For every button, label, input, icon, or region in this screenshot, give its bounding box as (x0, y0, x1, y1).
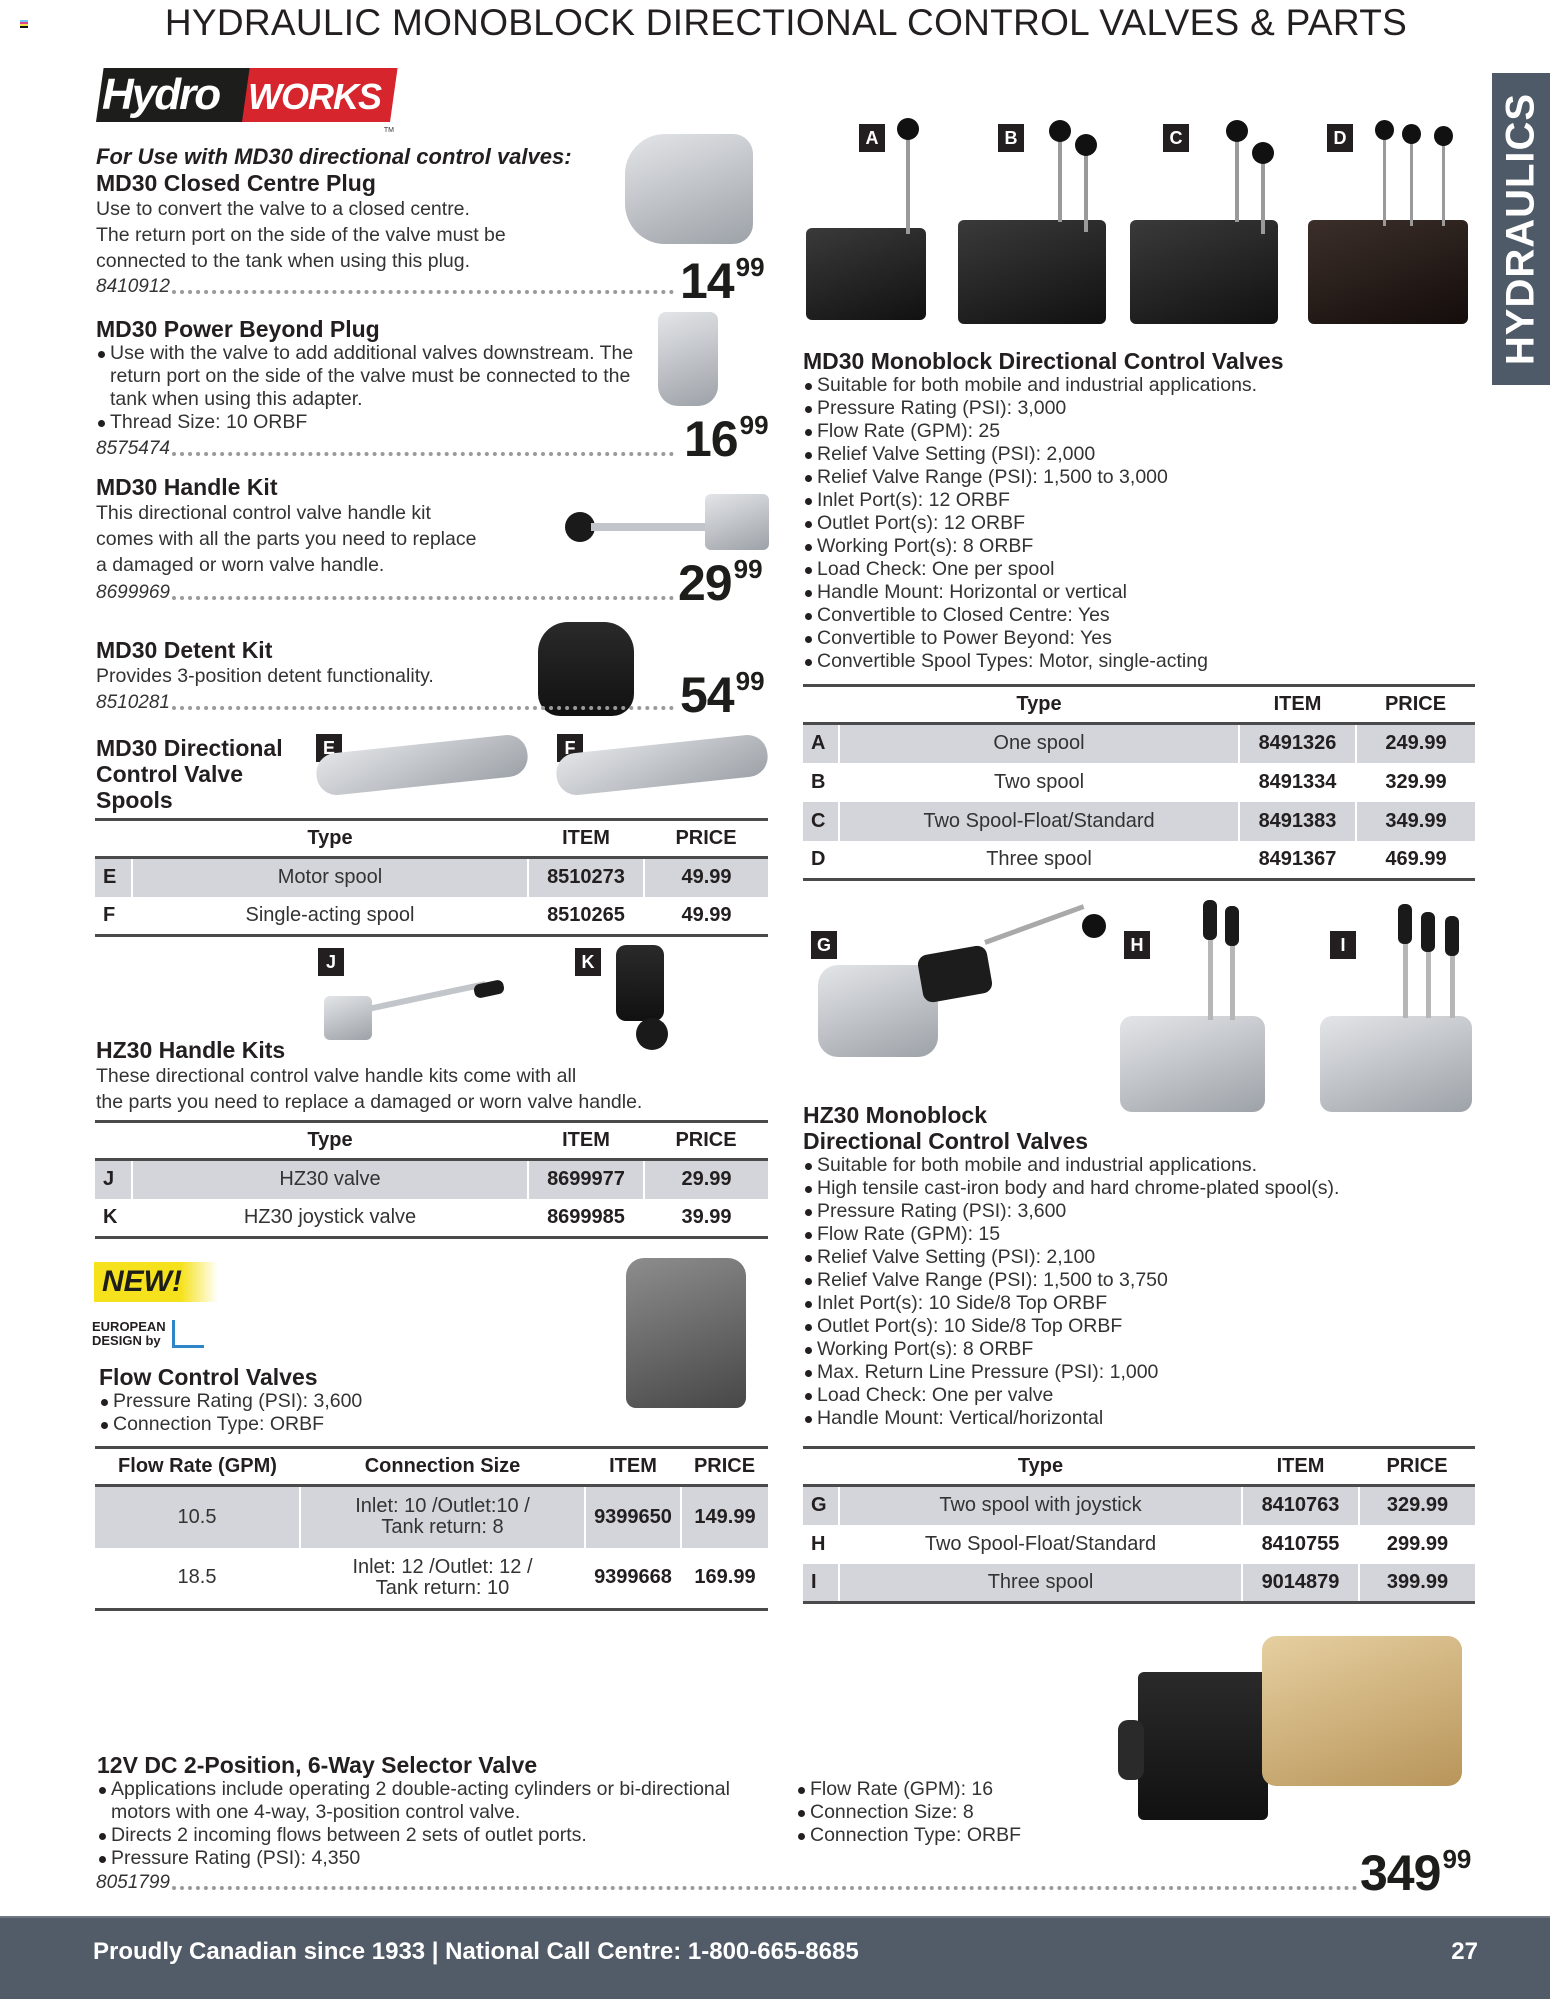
table-row: 18.5 Inlet: 12 /Outlet: 12 / Tank return: 10 9399668 169.99 (95, 1548, 768, 1610)
page-number: 27 (1451, 1938, 1478, 1965)
three-spool-hz30-image (1320, 1016, 1472, 1112)
price: 34999 (1360, 1844, 1472, 1901)
image-label-c: C (1163, 124, 1189, 152)
two-spool-float-hz30-image (1120, 1016, 1265, 1112)
selector-valve-info: 12V DC 2-Position, 6-Way Selector Valve Applications include operating 2 double-acting cylinders or bi-directional motors with one 4-way, 3-position control valve. Directs 2 incoming flows between 2 sets of outlet ports. Pressure Rating (PSI): 4,350 (97, 1752, 787, 1870)
table-row: B Two spool 8491334 329.99 (803, 763, 1475, 802)
leader-dots (172, 1886, 1358, 1890)
section-tab-label: HYDRAULICS (1498, 92, 1543, 366)
footer-tagline: Proudly Canadian since 1933 | National Call Centre: 1-800-665-8685 (93, 1938, 859, 1965)
price: 1499 (680, 252, 765, 309)
table-row: H Two Spool-Float/Standard 8410755 299.99 (803, 1525, 1475, 1564)
hz30-monoblock-info: HZ30 Monoblock Directional Control Valves Suitable for both mobile and industrial applications. High tensile cast-iron body and hard chrome-plated spool(s). Pressure Rating (PSI): 3,600 Flow Rate (GPM): 15 Relief Valve Setting (PSI): 2,100 Relief Valve Range (PSI): 1,500 to 3,750 Inlet Port(s): 10 Side/8 Top ORBF Outlet Port(s): 10 Side/8 Top ORBF Working Port(s): 8 ORBF Max. Return Line Pressure (PSI): 1,000 Load Check: One per valve Handle Mount: Vertical/horizontal (803, 1102, 1483, 1430)
product-title: MD30 Closed Centre Plug (96, 170, 376, 196)
table-row: C Two Spool-Float/Standard 8491383 349.99 (803, 802, 1475, 841)
hz30-handle-kits-table: Type ITEM PRICE J HZ30 valve 8699977 29.99 K HZ30 joystick valve 8699985 39.99 (95, 1120, 768, 1239)
price: 1699 (684, 410, 769, 467)
table-row: J HZ30 valve 8699977 29.99 (95, 1160, 768, 1199)
table-row: D Three spool 8491367 469.99 (803, 841, 1475, 880)
image-label-k: K (575, 948, 601, 976)
two-spool-float-valve-image (1130, 220, 1278, 324)
product-handle-kit: MD30 Handle Kit This directional control valve handle kit comes with all the parts you need to replace a damaged or worn valve handle. (96, 474, 596, 578)
selector-valve-solenoid-image (1138, 1672, 1268, 1820)
two-spool-valve-image (958, 220, 1106, 324)
sku-line (96, 276, 678, 298)
bb-logo-icon (172, 1320, 204, 1348)
price: 5499 (680, 666, 765, 723)
product-title: MD30 Detent Kit (96, 637, 273, 663)
single-acting-spool-image (554, 733, 769, 797)
table-row: F Single-acting spool 8510265 49.99 (95, 897, 768, 936)
new-badge: NEW! (94, 1262, 218, 1302)
price: 2999 (678, 554, 763, 611)
leader-dots (172, 290, 674, 294)
sku: 8410912 (96, 276, 170, 297)
footer (0, 1916, 1550, 1999)
table-row: I Three spool 9014879 399.99 (803, 1564, 1475, 1603)
leader-dots (172, 596, 674, 600)
closed-centre-plug-image (625, 134, 753, 244)
sku-line (96, 1872, 1362, 1894)
table-row: 10.5 Inlet: 10 /Outlet:10 / Tank return: 8 9399650 149.99 (95, 1486, 768, 1548)
sku: 8051799 (96, 1872, 170, 1893)
hz30-monoblock-table: Type ITEM PRICE G Two spool with joystick 8410763 329.99 H Two Spool-Float/Standard 8410755 299.99 I Three spool 9014879 399.99 (803, 1446, 1475, 1604)
product-closed-centre-plug: For Use with MD30 directional control valves: MD30 Closed Centre Plug Use to convert the valve to a closed centre. The return port on the side of the valve must be connected to the tank when using this plug. (96, 144, 636, 274)
image-label-j: J (318, 948, 344, 976)
table-row: A One spool 8491326 249.99 (803, 724, 1475, 763)
sku-line (96, 582, 678, 604)
selector-valve-body-image (1262, 1636, 1462, 1786)
flow-control-info: Flow Control Valves Pressure Rating (PSI): 3,600 Connection Type: ORBF (99, 1364, 599, 1436)
page-title: HYDRAULIC MONOBLOCK DIRECTIONAL CONTROL VALVES & PARTS (164, 2, 1408, 43)
product-detent-kit: MD30 Detent Kit Provides 3-position detent functionality. (96, 637, 596, 689)
image-label-a: A (859, 124, 885, 152)
sku: 8575474 (96, 438, 170, 459)
leader-dots (172, 452, 674, 456)
md30-monoblock-info: MD30 Monoblock Directional Control Valves Suitable for both mobile and industrial applications. Pressure Rating (PSI): 3,000 Flow Rate (GPM): 25 Relief Valve Setting (PSI): 2,000 Relief Valve Range (PSI): 1,500 to 3,000 Inlet Port(s): 12 ORBF Outlet Port(s): 12 ORBF Working Port(s): 8 ORBF Load Check: One per spool Handle Mount: Horizontal or vertical Convertible to Closed Centre: Yes Convertible to Power Beyond: Yes Convertible Spool Types: Motor, single-acting (803, 348, 1483, 673)
table-row: G Two spool with joystick 8410763 329.99 (803, 1486, 1475, 1525)
hydroworks-logo: Hydro WORKS TM (96, 68, 392, 122)
sku-line (96, 438, 678, 460)
flow-control-valve-image (626, 1258, 746, 1408)
sku-line (96, 692, 678, 714)
spools-table: Type ITEM PRICE E Motor spool 8510273 49.99 F Single-acting spool 8510265 49.99 (95, 818, 768, 937)
three-spool-valve-image (1308, 220, 1468, 324)
table-row: K HZ30 joystick valve 8699985 39.99 (95, 1199, 768, 1238)
flow-control-table: Flow Rate (GPM) Connection Size ITEM PRICE 10.5 Inlet: 10 /Outlet:10 / Tank return: 8 9399650 149.99 18.5 Inlet: 12 /Outlet: 12 / Tank return: 10 9399668 169.99 (95, 1446, 768, 1611)
image-label-f: F (557, 734, 583, 762)
hz30-handle-kits-info: HZ30 Handle Kits These directional control valve handle kits come with all the parts you need to replace a damaged or worn valve handle. (96, 1037, 643, 1113)
image-label-e: E (316, 734, 342, 762)
one-spool-valve-image (806, 228, 926, 320)
md30-monoblock-table: Type ITEM PRICE A One spool 8491326 249.99 B Two spool 8491334 329.99 C Two Spool-Float/Standard 8491383 349.99 D Three spool 8491367 469.99 (803, 684, 1475, 881)
image-label-h: H (1124, 931, 1150, 959)
european-design-label: EUROPEAN DESIGN by (92, 1319, 166, 1348)
sku: 8699969 (96, 582, 170, 603)
image-label-g: G (811, 931, 837, 959)
product-title: MD30 Handle Kit (96, 474, 278, 500)
leader-dots (172, 706, 674, 710)
table-row: E Motor spool 8510273 49.99 (95, 858, 768, 897)
image-label-i: I (1330, 931, 1356, 959)
image-label-b: B (998, 124, 1024, 152)
intro-heading: For Use with MD30 directional control valves: (96, 144, 572, 169)
hz30-joystick-kit-image (616, 945, 664, 1021)
sku: 8510281 (96, 692, 170, 713)
image-label-d: D (1327, 124, 1353, 152)
power-beyond-plug-image (658, 312, 718, 406)
product-power-beyond-plug: MD30 Power Beyond Plug Use with the valve to add additional valves downstream. The return port on the side of the valve must be connected to the tank when using this adapter. Thread Size: 10 ORBF (96, 316, 656, 434)
selector-valve-specs: Flow Rate (GPM): 16 Connection Size: 8 Connection Type: ORBF (796, 1778, 1096, 1847)
section-tab-hydraulics[interactable] (1492, 73, 1550, 385)
motor-spool-image (314, 733, 529, 797)
product-title: MD30 Power Beyond Plug (96, 316, 380, 342)
spools-title: MD30 Directional Control Valve Spools (96, 735, 283, 813)
